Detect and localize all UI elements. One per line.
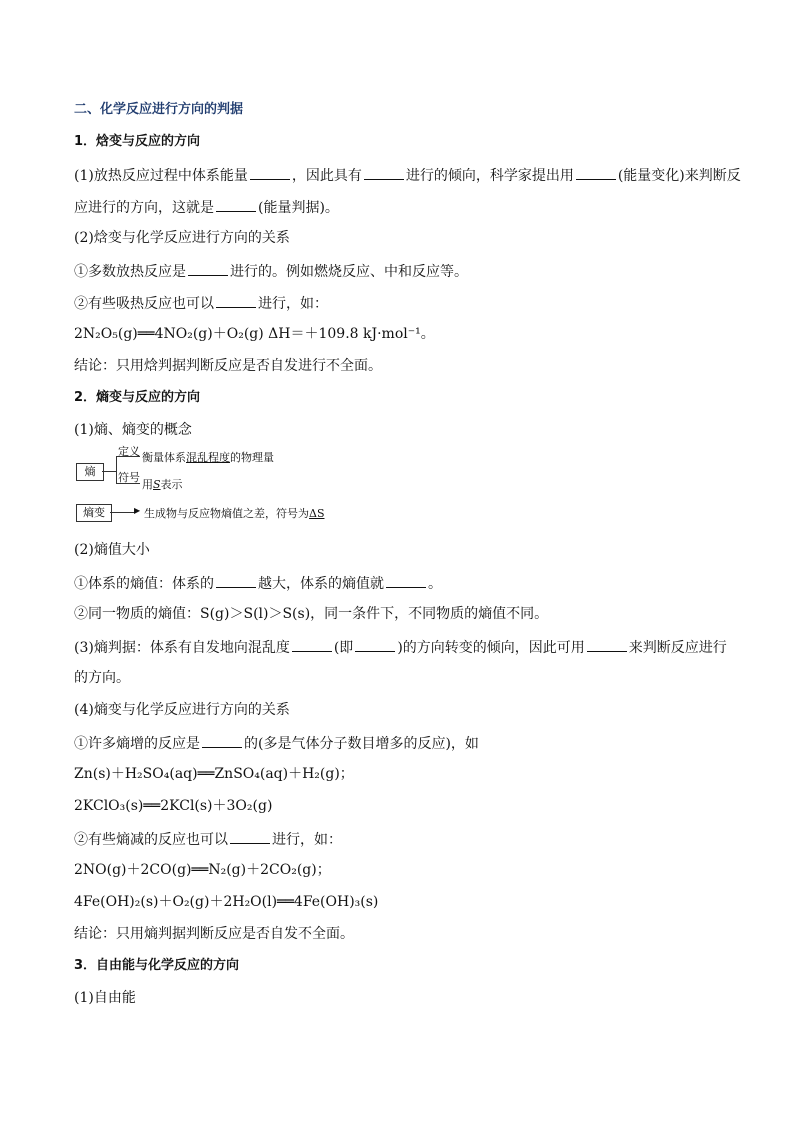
s1-p1-cont: 应进行的方向，这就是 (能量判据)。: [74, 197, 734, 217]
s1-p1: (1)放热反应过程中体系能量 ，因此具有 进行的倾向，科学家提出用 (能量变化)来判断反: [74, 165, 734, 185]
s1-heading: 1．焓变与反应的方向: [74, 134, 201, 149]
equation-2: Zn(s)＋H₂SO₄(aq)══ZnSO₄(aq)＋H₂(g)；: [74, 766, 354, 782]
symbol-text: 用S表示: [142, 478, 183, 491]
label-definition: 定义: [118, 445, 140, 458]
definition-text: 衡量体系混乱程度的物理量: [142, 451, 274, 464]
diagram-connector: [116, 456, 117, 484]
diagram-arrow: [110, 512, 136, 513]
s2-p2: (2)熵值大小: [74, 542, 150, 558]
s2-p1: (1)熵、熵变的概念: [74, 422, 192, 438]
label-symbol: 符号: [118, 471, 140, 484]
s3-p1: (1)自由能: [74, 990, 136, 1006]
s2-p8: ②有些熵减的反应也可以 进行，如：: [74, 829, 734, 849]
entropy-box: 熵: [76, 463, 104, 481]
equation-1: 2N₂O₅(g)══4NO₂(g)＋O₂(g) ΔH＝＋109.8 kJ·mol⁻¹。: [74, 326, 435, 342]
equation-4: 2NO(g)＋2CO(g)══N₂(g)＋2CO₂(g)；: [74, 862, 331, 878]
s2-p4: ②同一物质的熵值：S(g)＞S(l)＞S(s)，同一条件下，不同物质的熵值不同。: [74, 606, 549, 622]
section-title: 二、化学反应进行方向的判据: [74, 102, 244, 117]
equation-5: 4Fe(OH)₂(s)＋O₂(g)＋2H₂O(l)══4Fe(OH)₃(s): [74, 894, 379, 910]
equation-3: 2KClO₃(s)══2KCl(s)＋3O₂(g): [74, 798, 273, 814]
s2-p3: ①体系的熵值：体系的 越大，体系的熵值就 。: [74, 573, 734, 593]
s1-conclusion: 结论：只用焓判据判断反应是否自发进行不全面。: [74, 358, 382, 374]
s3-heading: 3．自由能与化学反应的方向: [74, 958, 240, 973]
arrow-head-icon: ▶: [134, 506, 141, 515]
s2-p7: ①许多熵增的反应是 的(多是气体分子数目增多的反应)，如: [74, 733, 734, 753]
s2-p5-cont: 的方向。: [74, 670, 130, 686]
s2-conclusion: 结论：只用熵判据判断反应是否自发不全面。: [74, 926, 354, 942]
s2-heading: 2．熵变与反应的方向: [74, 390, 201, 405]
entropy-change-box: 熵变: [76, 504, 112, 522]
s2-p6: (4)熵变与化学反应进行方向的关系: [74, 702, 290, 718]
s1-p4: ②有些吸热反应也可以 进行，如：: [74, 293, 734, 313]
s2-p5: (3)熵判据：体系有自发地向混乱度 (即 )的方向转变的倾向，因此可用 来判断反应进行: [74, 637, 734, 657]
entropy-change-text: 生成物与反应物熵值之差，符号为ΔS: [144, 507, 325, 520]
entropy-concept-diagram: [74, 447, 374, 525]
diagram-connector: [102, 471, 116, 472]
s1-p3: ①多数放热反应是 进行的。例如燃烧反应、中和反应等。: [74, 261, 734, 281]
s1-p2: (2)焓变与化学反应进行方向的关系: [74, 230, 290, 246]
